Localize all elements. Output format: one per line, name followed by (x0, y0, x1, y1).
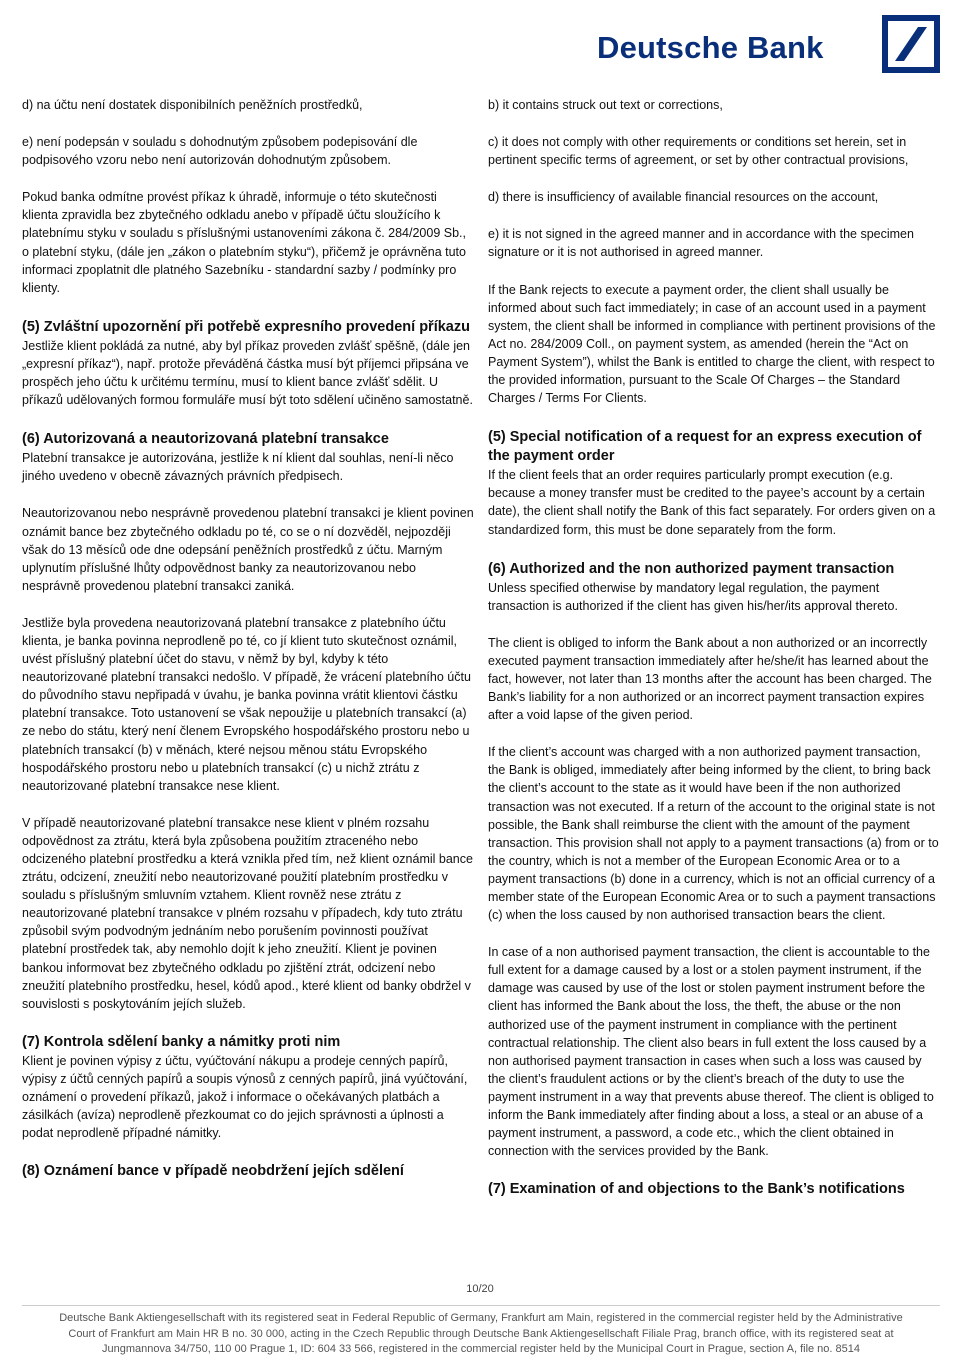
paragraph-e-cz: e) není podepsán v souladu s dohodnutým způsobem podepisování dle podpisového vzoru nebo není autorizován dohodnutým způsobem. (22, 135, 418, 168)
footer-line: Deutsche Bank Aktiengesellschaft with its registered seat in Federal Republic of Germany, Frankfurt am Main, registered in the commercial register held by the Administrative (59, 1312, 903, 1324)
paragraph-reject-cz: Pokud banka odmítne provést příkaz k úhradě, informuje o této skutečnosti klienta zpravidla bez zbytečného odkladu anebo v případě účtu sloužícího k platebnímu styku v souladu s příslušnými ustanoveními zákona č. 284/2009 Sb., o platební styku, (dále jen „zákon o platebním styku“), přičemž je oprávněna tuto informaci zpoplatnit dle platného Sazebníku - standardní sazby / podmínky pro klienty. (22, 190, 466, 295)
paragraph-c-en: c) it does not comply with other requirements or conditions set herein, set in pertinent specific terms of agreement, or set by other contractual provisions, (488, 135, 909, 168)
paragraph-6b-cz: Neautorizovanou nebo nesprávně provedenou platební transakci je klient povinen oznámit bance bez zbytečného odkladu po té, co se o ní dozvěděl, nejpozději však do 13 měsíců ode dne odepsání peněžních prostředků z účtu. Marným uplynutím příslušné lhůty odpovědnost banky za neautorizovanou nebo nesprávně provedenou platební transakci zaniká. (22, 506, 474, 593)
paragraph-6a-en: Unless specified otherwise by mandatory legal regulation, the payment transaction is authorized if the client has given his/her/its approval thereto. (488, 580, 898, 613)
footer-line: Court of Frankfurt am Main HR B no. 30 000, acting in the Czech Republic through Deutsche Bank Aktiengesellschaft Filiale Prag, branch office, with its registered seat at (68, 1327, 894, 1340)
paragraph-6d-en: In case of a non authorised payment transaction, the client is accountable to the full extent for a damage caused by a lost or a stolen payment instrument, if the damage was caused by use of the lost or stolen payment instrument before the client has informed the Bank about the loss, the theft, the abuse or the non authorized use of the payment instrument in compliance with the pertinent contractual relationship. The client also bears in full extent the loss caused by a non authorised payment transaction in cases when such a loss was caused by the client’s fraudulent actions or by the client’s breach of the duty to use the payment instrument in a way that prevents abuse thereof. The client is obliged to inform the Bank immediately after finding about a loss, a steal or an abuse of a payment instrument, a password, a code etc., which the client obtained in connection with the services provided by the Bank. (488, 945, 934, 1159)
heading-7-cz: (7) Kontrola sdělení banky a námitky proti nim (22, 1033, 341, 1050)
paragraph-6d-cz: V případě neautorizované platební transakce nese klient v plném rozsahu odpovědnost za ztrátu, která byla způsobena použitím ztraceného nebo odcizeného platební prostředku a která vznikla před tím, než klient oznámil bance ztrátu, odcizení, zneužití nebo neautorizované použití platebním prostředku v souladu s příslušným smluvním vztahem. Klient rovněž nese ztrátu z neautorizované platební transakce v plném rozsahu v případech, kdy tuto ztrátu způsobil svým podvodným jednáním nebo porušením povinnosti používat platební prostředek tak, aby nemohlo dojít k jeho zneužití. Klient je povinen bankou informovat bez zbytečného odkladu po zjištění ztrát, odcizení nebo zneužití platebního prostředku, hesel, kódů apod., které klient od banky obdržel v souvislosti s poskytováním jejích služeb. (22, 815, 473, 1011)
paragraph-6c-cz: Jestliže byla provedena neautorizovaná platební transakce z platebního účtu klienta, je banka povinna neprodleně po té, co jí klient tuto skutečnost oznámil, uvést příslušný platební účet do stavu, v němž by byl, kdyby k této neautorizované platební transakci nedošlo. V případě, že vrácení platebního účtu do původního stavu nepřipadá v úvahu, je banka povinna vrátit klientovi částku platební transakce. Toto ustanovení se však nepoužije u platebních transakcí (a) ze nebo do státu, který není členem Evropského hospodářského prostoru nebo u platebních transakcí (b) v měnách, které nejsou měnou státu Evropského hospodářského prostoru nebo u platebních transakcí (c) u nichž ztrátu z neautorizované platební transakce nese klient. (22, 615, 471, 793)
heading-7-en: (7) Examination of and objections to the Bank’s notifications (488, 1181, 905, 1198)
heading-8-cz: (8) Oznámení bance v případě neobdržení jejích sdělení (22, 1163, 404, 1180)
paragraph-6b-en: The client is obliged to inform the Bank about a non authorized or an incorrectly executed payment transaction immediately after he/she/it has learned about the fact, however, not later than 13 months after the account has been charged. The Bank’s liability for a non authorized or an incorrect payment transaction expires after a void lapse of the given period. (488, 635, 932, 723)
heading-5-cz: (5) Zvláštní upozornění při potřebě expresního provedení příkazu (22, 318, 470, 335)
footer-line: Jungmannova 34/750, 110 00 Prague 1, ID: 604 33 566, registered in the commercial register held by the Municipal Court in Prague, section A, file no. 8514 (101, 1343, 861, 1355)
paragraph-5-en: If the client feels that an order requires particularly prompt execution (e.g. because a money transfer must be credited to the payee’s account by a certain date), the client shall notify the Bank of this fact separately. For orders given on a standardized form, this must be done separately from the form. (488, 468, 936, 537)
paragraph-6a-cz: Platební transakce je autorizována, jestliže k ní klient dal souhlas, není-li něco jiného uvedeno v obecně závazných právních předpisech. (22, 451, 454, 484)
paragraph-7-cz: Klient je povinen výpisy z účtu, vyúčtování nákupu a prodeje cenných papírů, výpisy z účtů cenných papírů a soupis výnosů z cenných papírů, jiná vyúčtování, oznámení o provedení příkazů, jakož i informace o očekávaných platbách a zásilkách (avíza) neprodleně přezkoumat co do jejich správnosti a úplnosti a podat neprodleně případné námitky. (22, 1053, 468, 1141)
page-footer (22, 1311, 940, 1358)
english-column (488, 96, 940, 1199)
paragraph-d-en: d) there is insufficiency of available financial resources on the account, (488, 190, 879, 205)
page-number: 10/20 (466, 1283, 494, 1295)
page-header (0, 0, 960, 80)
czech-column (22, 96, 474, 1181)
paragraph-d-cz: d) na účtu není dostatek disponibilních peněžních prostředků, (22, 98, 363, 112)
footer-divider (22, 1305, 940, 1306)
deutsche-bank-logo-icon (882, 15, 940, 73)
brand-name: Deutsche Bank (597, 30, 824, 65)
paragraph-reject-en: If the Bank rejects to execute a payment order, the client shall usually be informed about such fact immediately; in case of an account used in a payment system, the client shall be informed in compliance with pertinent provisions of the Act no. 284/2009 Coll., on payment system, as amended (herein the “Act on Payment System”), whilst the Bank is entitled to charge the client, with respect to the provided information, pursuant to the Scale Of Charges – the Standard Charges / Terms For Clients. (488, 282, 936, 406)
heading-6-en: (6) Authorized and the non authorized payment transaction (488, 560, 895, 577)
paragraph-b-en: b) it contains struck out text or corrections, (488, 98, 723, 112)
heading-6-cz: (6) Autorizovaná a neautorizovaná platební transakce (22, 431, 389, 448)
paragraph-5-cz: Jestliže klient pokládá za nutné, aby byl příkaz proveden zvlášť spěšně, (dále jen „expresní příkaz“), např. protože převáděná částka musí být příjemci připsána ve prospěch jeho účtu k určitému termínu, musí to klient bance zvlášť sdělit. U příkazů udělovaných formou formuláře musí být toto sdělení učiněno samostatně. (22, 338, 473, 408)
heading-5-en: (5) Special notification of a request for an express execution of the payment order (488, 429, 922, 465)
paragraph-6c-en: If the client’s account was charged with a non authorized payment transaction, the Bank is obliged, immediately after being informed by the client, to bring back the client’s account to the state as it would have been if the non authorized transaction was not executed. If a return of the account to the original state is not possible, the Bank shall reimburse the client with the amount of the payment transaction. This provision shall not apply to a payment transactions (a) from or to the country, which is not a member of the European Economic Area or to a payment transactions (b) done in a currency, which is not an official currency of a member state of the European Economic Area or to such a payment transactions (c) when the loss caused by non authorised transaction bears the client. (488, 745, 939, 923)
paragraph-e-en: e) it is not signed in the agreed manner and in accordance with the specimen signature or it is not authorised in agreed manner. (488, 227, 914, 260)
